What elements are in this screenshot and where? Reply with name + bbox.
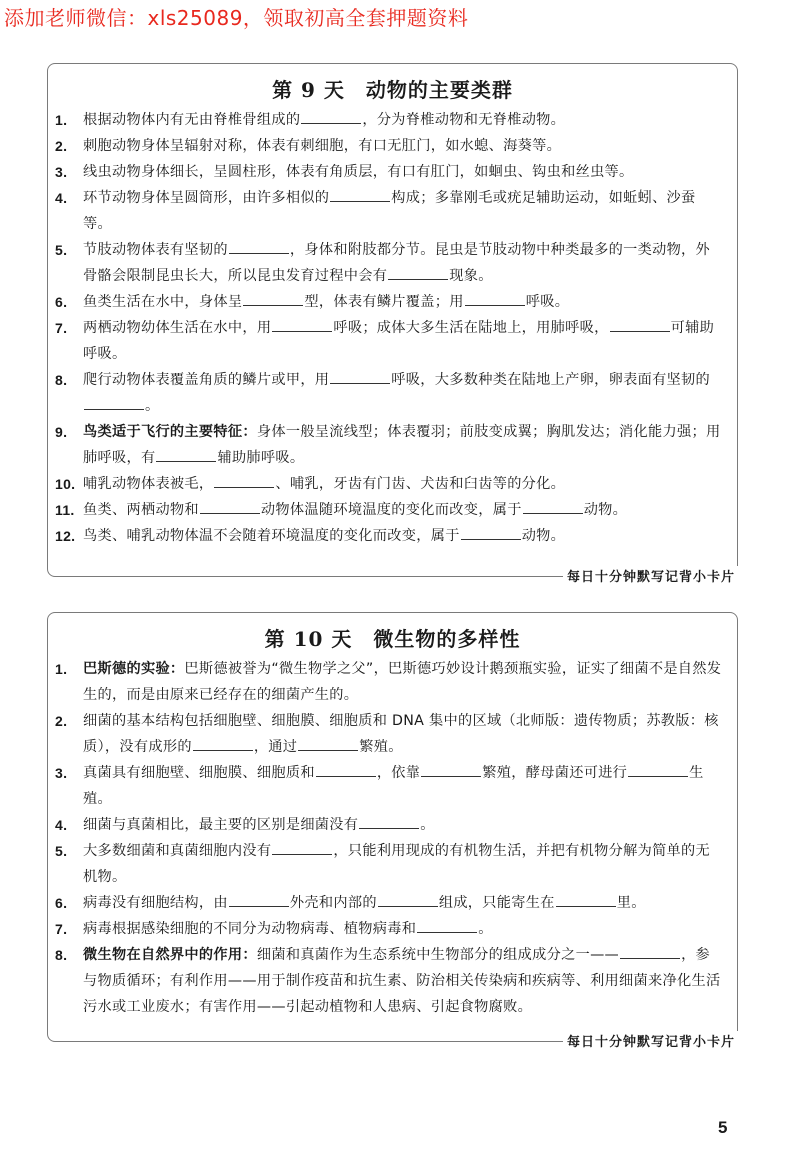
answer-blank[interactable] xyxy=(556,892,616,907)
answer-blank[interactable] xyxy=(229,892,289,907)
day9-title: 第 9 天 动物的主要类群 xyxy=(272,78,513,102)
answer-blank[interactable] xyxy=(388,265,448,280)
day10-list xyxy=(48,656,737,1020)
answer-blank[interactable] xyxy=(330,369,390,384)
list-item: 7. 病毒根据感染细胞的不同分为动物病毒、植物病毒和 。 xyxy=(55,916,723,942)
day9-list xyxy=(48,107,737,549)
answer-blank[interactable] xyxy=(272,317,332,332)
answer-blank[interactable] xyxy=(229,239,289,254)
answer-blank[interactable] xyxy=(359,814,419,829)
list-item: 2. 细菌的基本结构包括细胞壁、细胞膜、细胞质和 DNA 集中的区域（北师版：遗传物质；苏教版：核质），没有成形的 ，通过 繁殖。 xyxy=(55,713,719,755)
card-footer: 每日十分钟默写记背小卡片 xyxy=(563,1031,739,1050)
watermark-text: 添加老师微信：xls25089，领取初高全套押题资料 xyxy=(4,6,469,30)
list-item: 8. 微生物在自然界中的作用：细菌和真菌作为生态系统中生物部分的组成成分之一—— ，参与物质循环；有利作用——用于制作疫苗和抗生素、防治相关传染病和疾病等、利用细菌来净化生活污水或工业废水；有害作用——引起动植物和人患病、引起食物腐败。 xyxy=(55,942,723,1020)
answer-blank[interactable] xyxy=(243,291,303,306)
page-number: 5 xyxy=(718,1118,728,1137)
list-item: 4. 环节动物身体呈圆筒形，由许多相似的 构成；多靠刚毛或疣足辅助运动，如蚯蚓、沙蚕等。 xyxy=(55,185,723,237)
list-item: 5. 大多数细菌和真菌细胞内没有 ，只能利用现成的有机物生活，并把有机物分解为简单的无机物。 xyxy=(55,838,723,890)
card-footer: 每日十分钟默写记背小卡片 xyxy=(563,566,739,585)
list-item: 11. 鱼类、两栖动物和 动物体温随环境温度的变化而改变，属于 动物。 xyxy=(55,497,723,523)
day9-card xyxy=(47,63,738,585)
answer-blank[interactable] xyxy=(330,187,390,202)
list-item: 8. 爬行动物体表覆盖角质的鳞片或甲，用 呼吸，大多数种类在陆地上产卵，卵表面有坚韧的。 xyxy=(55,367,723,419)
answer-blank[interactable] xyxy=(610,317,670,332)
answer-blank[interactable] xyxy=(461,525,521,540)
list-item: 3. 线虫动物身体细长，呈圆柱形，体表有角质层，有口有肛门，如蛔虫、钩虫和丝虫等。 xyxy=(55,164,634,180)
answer-blank[interactable] xyxy=(620,944,680,959)
list-item: 7. 两栖动物幼体生活在水中，用 呼吸；成体大多生活在陆地上，用肺呼吸， 可辅助呼吸。 xyxy=(55,315,723,367)
day10-title: 第 10 天 微生物的多样性 xyxy=(264,627,521,651)
answer-blank[interactable] xyxy=(200,499,260,514)
answer-blank[interactable] xyxy=(193,736,253,751)
list-item: 12. 鸟类、哺乳动物体温不会随着环境温度的变化而改变，属于 动物。 xyxy=(55,523,723,549)
answer-blank[interactable] xyxy=(316,762,376,777)
list-item: 1. 巴斯德的实验：巴斯德被誉为“微生物学之父”，巴斯德巧妙设计鹅颈瓶实验，证实了细菌不是自然发生的，而是由原来已经存在的细菌产生的。 xyxy=(55,661,722,703)
answer-blank[interactable] xyxy=(214,473,274,488)
answer-blank[interactable] xyxy=(301,109,361,124)
answer-blank[interactable] xyxy=(417,918,477,933)
answer-blank[interactable] xyxy=(272,840,332,855)
list-item: 10. 哺乳动物体表被毛， 、哺乳，牙齿有门齿、犬齿和臼齿等的分化。 xyxy=(55,471,723,497)
list-item: 3. 真菌具有细胞壁、细胞膜、细胞质和 ，依靠 繁殖，酵母菌还可进行 生殖。 xyxy=(55,760,723,812)
answer-blank[interactable] xyxy=(84,395,144,410)
answer-blank[interactable] xyxy=(523,499,583,514)
list-item: 9. 鸟类适于飞行的主要特征：身体一般呈流线型；体表覆羽；前肢变成翼；胸肌发达；消化能力强；用肺呼吸，有 辅助肺呼吸。 xyxy=(55,424,721,466)
list-item: 2. 刺胞动物身体呈辐射对称，体表有刺细胞，有口无肛门，如水螅、海葵等。 xyxy=(55,138,562,154)
answer-blank[interactable] xyxy=(378,892,438,907)
answer-blank[interactable] xyxy=(156,447,216,462)
list-item: 1. 根据动物体内有无由脊椎骨组成的 ，分为脊椎动物和无脊椎动物。 xyxy=(55,107,723,133)
list-item: 6. 病毒没有细胞结构，由 外壳和内部的 组成，只能寄生在 里。 xyxy=(55,890,723,916)
list-item: 4. 细菌与真菌相比，最主要的区别是细菌没有 。 xyxy=(55,812,723,838)
answer-blank[interactable] xyxy=(298,736,358,751)
list-item: 6. 鱼类生活在水中，身体呈 型，体表有鳞片覆盖；用 呼吸。 xyxy=(55,289,723,315)
list-item: 5. 节肢动物体表有坚韧的 ，身体和附肢都分节。昆虫是节肢动物中种类最多的一类动物，外骨骼会限制昆虫长大，所以昆虫发育过程中会有 现象。 xyxy=(55,237,723,289)
answer-blank[interactable] xyxy=(465,291,525,306)
answer-blank[interactable] xyxy=(628,762,688,777)
day10-card xyxy=(47,612,738,1050)
answer-blank[interactable] xyxy=(421,762,481,777)
